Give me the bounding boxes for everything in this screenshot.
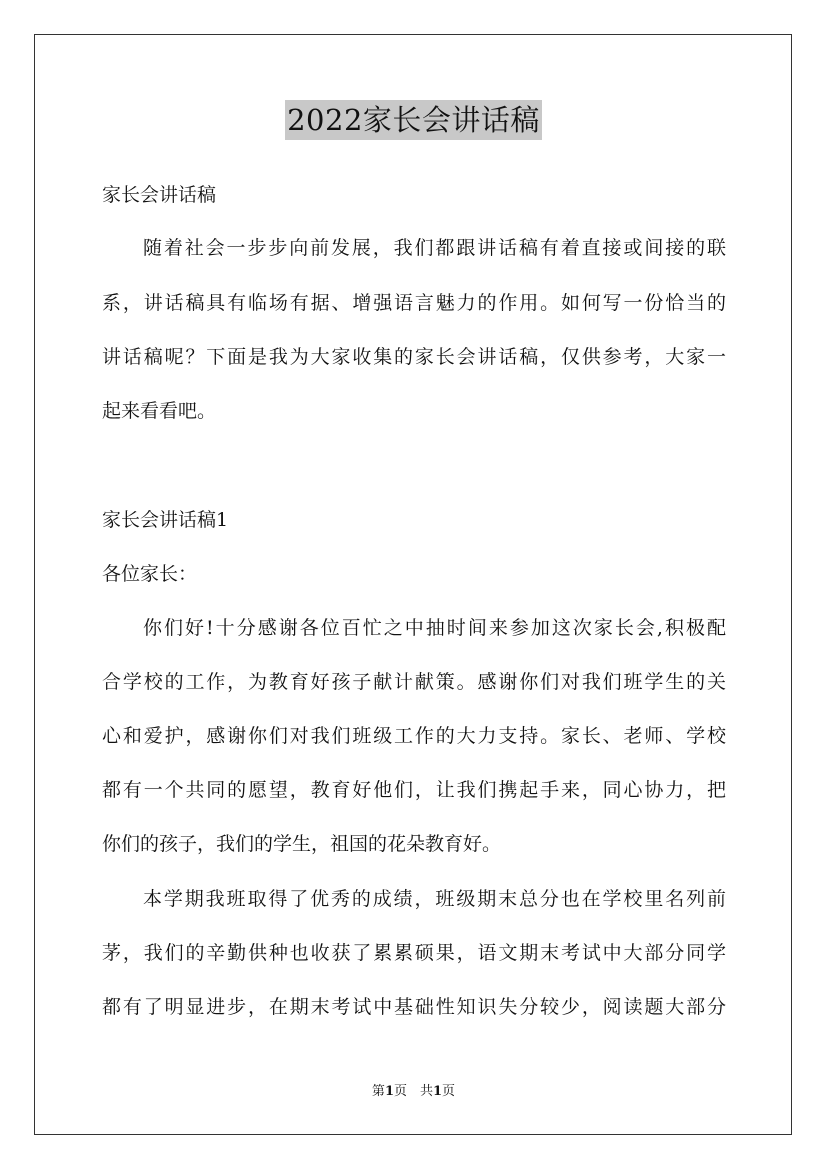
page-number-current: 1	[384, 1084, 394, 1099]
paragraph-line: 本学期我班取得了优秀的成绩，班级期末总分也在学校里名列前	[143, 888, 726, 910]
paragraph-line: 合学校的工作，为教育好孩子献计献策。感谢你们对我们班学生的关	[102, 671, 726, 693]
page-number-total: 1	[433, 1084, 443, 1099]
paragraph-line-last: 你们的孩子，我们的学生，祖国的花朵教育好。	[102, 833, 502, 855]
section-heading: 家长会讲话稿1	[102, 509, 229, 531]
page-number-mid: 页 共	[393, 1084, 433, 1099]
paragraph-line: 你们好!十分感谢各位百忙之中抽时间来参加这次家长会,积极配	[143, 617, 726, 639]
page-number-suffix: 页	[442, 1084, 456, 1099]
paragraph-line: 茅，我们的辛勤供种也收获了累累硕果，语文期末考试中大部分同学	[102, 942, 726, 964]
document-title: 2022家长会讲话稿	[285, 100, 542, 140]
salutation: 各位家长：	[102, 563, 198, 585]
page-number-prefix: 第	[371, 1084, 385, 1099]
intro-line-last: 起来看看吧。	[102, 400, 217, 422]
document-subtitle: 家长会讲话稿	[102, 184, 217, 206]
intro-line: 随着社会一步步向前发展，我们都跟讲话稿有着直接或间接的联	[143, 237, 726, 259]
intro-line: 系，讲话稿具有临场有据、增强语言魅力的作用。如何写一份恰当的	[102, 292, 726, 314]
title-container	[0, 100, 827, 140]
paragraph-line: 心和爱护，感谢你们对我们班级工作的大力支持。家长、老师、学校	[102, 725, 726, 747]
paragraph-line: 都有一个共同的愿望，教育好他们，让我们携起手来，同心协力，把	[102, 779, 726, 801]
intro-line: 讲话稿呢？下面是我为大家收集的家长会讲话稿，仅供参考，大家一	[102, 346, 726, 368]
page-footer	[0, 1083, 827, 1101]
paragraph-line: 都有了明显进步，在期末考试中基础性知识失分较少，阅读题大部分	[102, 996, 726, 1018]
